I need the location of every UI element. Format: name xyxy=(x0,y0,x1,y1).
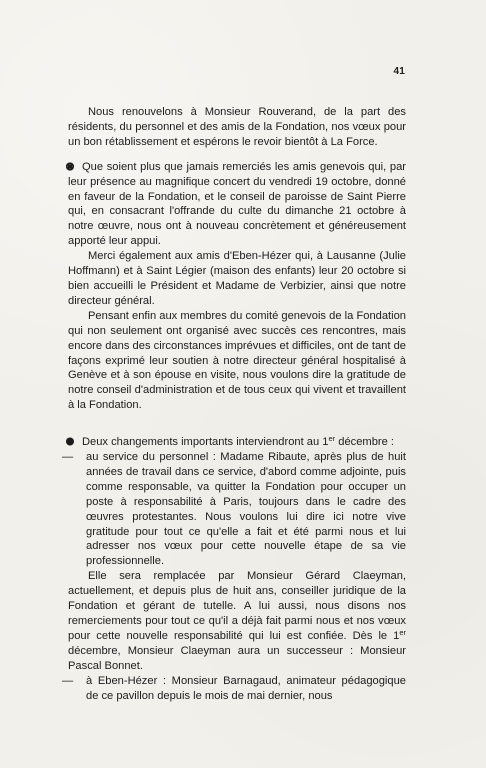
paragraph-geneva-committee: Pensant enfin aux membres du comité genevois de la Fondation qui non seulement ont organisé avec succès ces rencontres, mais encore dans des circonstances imprévues et difficiles, ont de tant de façons exprimé leur soutien à notre directeur général hospitalisé à Genève et à son épouse en visite, nous voulons dire la gratitude de notre conseil d'administration et de tous ceux qui vivent et travaillent à la Fondation. xyxy=(68,309,406,412)
paragraph-gap xyxy=(68,150,406,160)
changes-intro-text-end: décembre : xyxy=(335,436,394,449)
changes-intro-text: Deux changements importants interviendront au 1 xyxy=(82,436,329,449)
replacement-text: Elle sera remplacée par Monsieur Gérard Claeyman, actuellement, et depuis plus de huit ans, conseiller juridique de la Fondation et gérant de tutelle. A lui aussi, nous disons nos remerciements pour tout ce qu'il a déjà fait parmi nous et nos vœux pour cette nouvelle responsabilité qui lui est confiée. Dès le 1 xyxy=(68,570,406,642)
paragraph-changes-intro xyxy=(68,435,406,450)
paragraph-thanks-eben-hezer: Merci également aux amis d'Eben-Hézer qui, à Lausanne (Julie Hoffmann) et à Saint Légier (maison des enfants) leur 20 octobre si bien accueilli le Président et Madame de Verbizier, ainsi que notre directeur général. xyxy=(68,250,406,307)
ordinal-superscript: er xyxy=(399,627,406,637)
paragraph-thanks-geneva xyxy=(68,160,406,249)
main-text xyxy=(68,105,406,703)
section-gap xyxy=(68,413,406,435)
replacement-text-end: décembre, Monsieur Claeyman aura un successeur : Monsieur Pascal Bonnet. xyxy=(68,644,406,672)
solid-circle-bullet-icon xyxy=(66,438,74,446)
dash-item-personnel: — au service du personnel : Madame Ribaute, après plus de huit années de travail dans ce service, d'abord comme adjointe, puis comme responsable, va quitter la Fondation pour occuper un poste à responsabilité à Paris, toujours dans le cadre des œuvres protestantes. Nous voulons lui dire ici notre vive gratitude pour tout ce qu'elle a fait et été parmi nous et lui adresser nos vœux pour cette nouvelle étape de sa vie professionnelle. xyxy=(68,450,406,569)
paragraph-rouverand: Nous renouvelons à Monsieur Rouverand, de la part des résidents, du personnel et des amis de la Fondation, nos vœux pour un bon rétablissement et espérons le revoir bientôt à La Force. xyxy=(68,106,406,148)
dash-item-eben-hezer: — à Eben-Hézer : Monsieur Barnagaud, animateur pédagogique de ce pavillon depuis le mois de mai dernier, nous xyxy=(68,674,406,704)
ordinal-superscript: er xyxy=(328,434,336,444)
paragraph-replacement xyxy=(68,569,406,673)
paragraph-thanks-geneva-text: Que soient plus que jamais remerciés les amis genevois qui, par leur présence au magnifique concert du vendredi 19 octobre, donné en faveur de la Fondation, et le conseil de paroisse de Saint Pierre qui, en consacrant l'offrande du culte du dimanche 21 octobre à notre œuvre, nous ont à nouveau concrètement et généreusement apporté leur appui. xyxy=(68,160,406,248)
page-number: 41 xyxy=(393,66,405,77)
solid-circle-bullet-icon xyxy=(66,162,74,170)
